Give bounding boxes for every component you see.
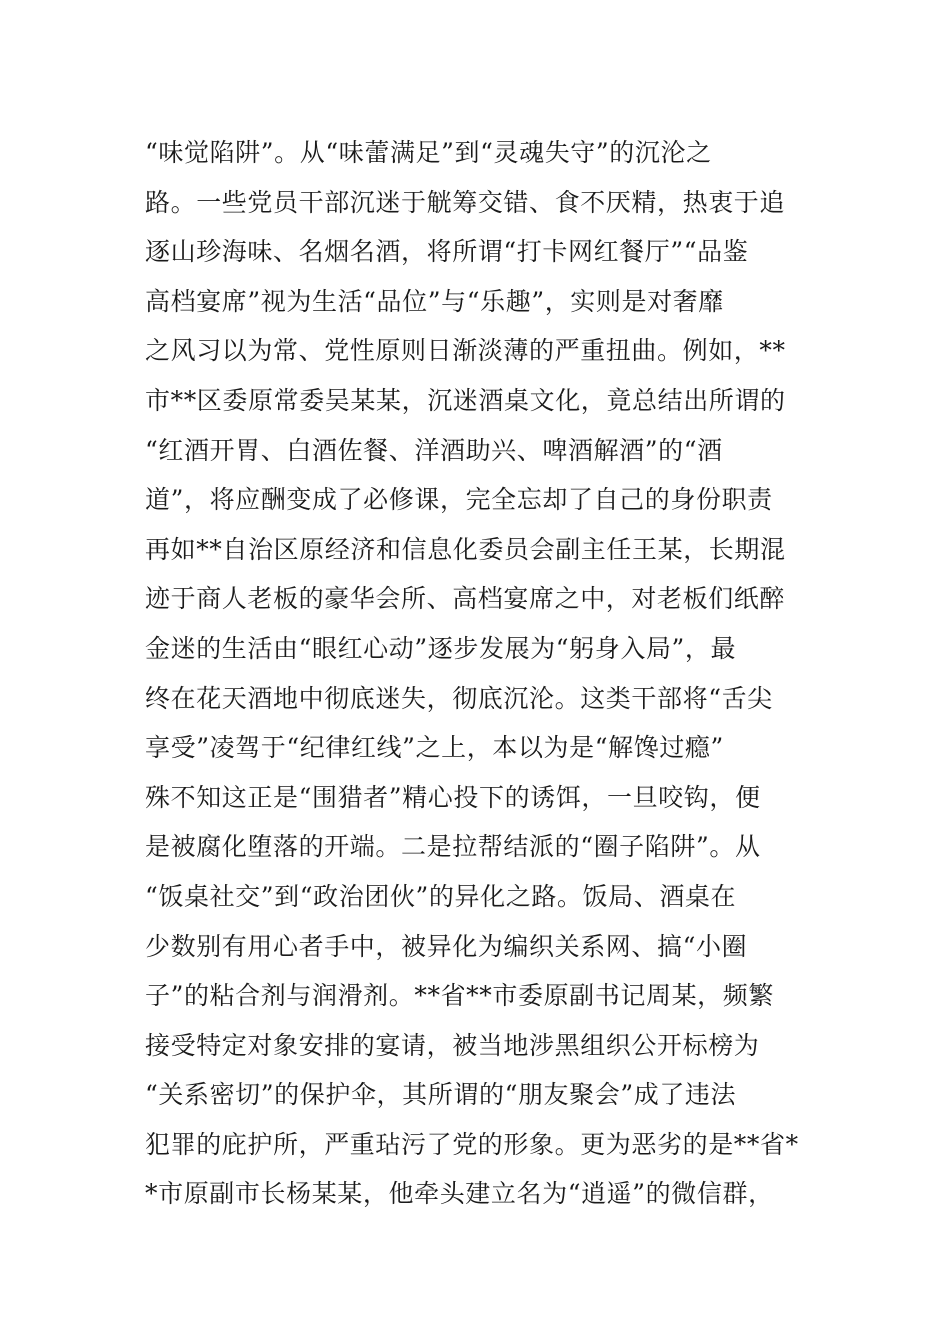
text-line: 接受特定对象安排的宴请，被当地涉黑组织公开标榜为	[145, 1030, 760, 1060]
text-line: 终在花天酒地中彻底迷失，彻底沉沦。这类干部将“舌尖	[145, 683, 773, 713]
text-line: 金迷的生活由“眼红心动”逐步发展为“躬身入局”，最	[145, 633, 737, 663]
text-line: 享受”凌驾于“纪律红线”之上，本以为是“解馋过瘾”	[145, 733, 724, 763]
text-line: “红酒开胃、白酒佐餐、洋酒助兴、啤酒解酒”的“酒	[145, 435, 723, 465]
text-line: 高档宴席”视为生活“品位”与“乐趣”，实则是对奢靡	[145, 286, 724, 316]
text-line: 迹于商人老板的豪华会所、高档宴席之中，对老板们纸醉	[145, 584, 786, 614]
text-line: “味觉陷阱”。从“味蕾满足”到“灵魂失守”的沉沦之	[145, 138, 712, 167]
text-line: 道”，将应酬变成了必修课，完全忘却了自己的身份职责	[145, 485, 773, 515]
text-line: 路。一些党员干部沉迷于觥筹交错、食不厌精，热衷于追	[145, 187, 786, 217]
text-line: 子”的粘合剂与润滑剂。**省**市委原副书记周某，频繁	[145, 981, 774, 1011]
text-line: 是被腐化堕落的开端。二是拉帮结派的“圈子陷阱”。从	[145, 832, 761, 862]
body-text	[145, 128, 815, 1219]
text-line: 逐山珍海味、名烟名酒，将所谓“打卡网红餐厅”“品鉴	[145, 237, 749, 267]
text-line: 之风习以为常、党性原则日渐淡薄的严重扭曲。例如，**	[145, 336, 786, 366]
text-line: “关系密切”的保护伞，其所谓的“朋友聚会”成了违法	[145, 1080, 737, 1110]
text-line: 少数别有用心者手中，被异化为编织关系网、搞“小圈	[145, 931, 748, 961]
text-line: 犯罪的庇护所，严重玷污了党的形象。更为恶劣的是**省*	[145, 1129, 799, 1159]
text-line: *市原副市长杨某某，他牵头建立名为“逍遥”的微信群，	[145, 1179, 774, 1209]
text-line: “饭桌社交”到“政治团伙”的异化之路。饭局、酒桌在	[145, 881, 737, 911]
text-line: 市**区委原常委吴某某，沉迷酒桌文化，竟总结出所谓的	[145, 385, 786, 415]
text-line: 再如**自治区原经济和信息化委员会副主任王某，长期混	[145, 534, 786, 564]
text-line: 殊不知这正是“围猎者”精心投下的诱饵，一旦咬钩，便	[145, 782, 761, 812]
